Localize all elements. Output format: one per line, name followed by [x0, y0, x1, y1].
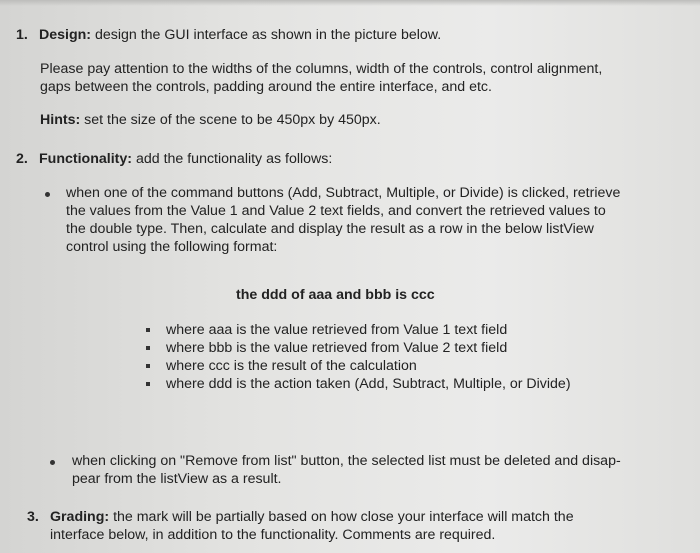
page-edge-shadow: [0, 0, 700, 6]
section-1-para-line-1: Please pay attention to the widths of the columns, width of the controls, control alignment,: [40, 61, 603, 77]
section-1-para-line-2: gaps between the controls, padding around the entire interface, and etc.: [40, 79, 492, 95]
sub-bullet-icon: [146, 328, 150, 332]
section-1-heading-text: design the GUI interface as shown in the picture below.: [91, 27, 442, 43]
section-2-heading-text: add the functionality as follows:: [132, 151, 333, 167]
section-3-heading-label: Grading:: [50, 509, 110, 525]
hints-label: Hints:: [40, 112, 81, 128]
sub-bullet-2: where bbb is the value retrieved from Value 2 text field: [166, 340, 508, 356]
section-1-heading-label: Design:: [39, 27, 92, 43]
bullet-1-line-4: control using the following format:: [66, 239, 278, 255]
sub-bullet-4: where ddd is the action taken (Add, Subtract, Multiple, or Divide): [166, 376, 571, 392]
sub-bullet-icon: [146, 364, 150, 368]
section-3-line-1-text: the mark will be partially based on how close your interface will match the: [109, 509, 574, 525]
sub-bullet-icon: [146, 382, 150, 386]
bullet-1-line-2: the values from the Value 1 and Value 2 text fields, and convert the retrieved values to: [66, 203, 606, 219]
bullet-2-line-1: when clicking on "Remove from list" button, the selected list must be deleted and disap-: [72, 453, 621, 469]
sub-bullet-1: where aaa is the value retrieved from Value 1 text field: [166, 322, 508, 338]
section-2-heading: [39, 151, 332, 168]
format-string: the ddd of aaa and bbb is ccc: [236, 287, 435, 303]
bullet-1-line-3: the double type. Then, calculate and display the result as a row in the below listView: [66, 221, 594, 237]
section-1-hints: [40, 112, 381, 129]
section-3-line-2: interface below, in addition to the functionality. Comments are required.: [50, 527, 496, 543]
bullet-icon: [45, 192, 50, 197]
section-1-heading: [39, 27, 441, 44]
bullet-2-line-2: pear from the listView as a result.: [72, 471, 282, 487]
section-1-number: 1.: [16, 27, 28, 43]
section-2-heading-label: Functionality:: [39, 151, 133, 167]
bullet-icon: [50, 460, 55, 465]
bullet-1-line-1: when one of the command buttons (Add, Subtract, Multiple, or Divide) is clicked, retrieve: [66, 185, 621, 201]
section-2-number: 2.: [16, 151, 28, 167]
hints-text: set the size of the scene to be 450px by 450px.: [80, 112, 381, 128]
section-3-line-1: [50, 509, 574, 526]
sub-bullet-3: where ccc is the result of the calculation: [166, 358, 417, 374]
section-3-number: 3.: [27, 509, 39, 525]
sub-bullet-icon: [146, 346, 150, 350]
